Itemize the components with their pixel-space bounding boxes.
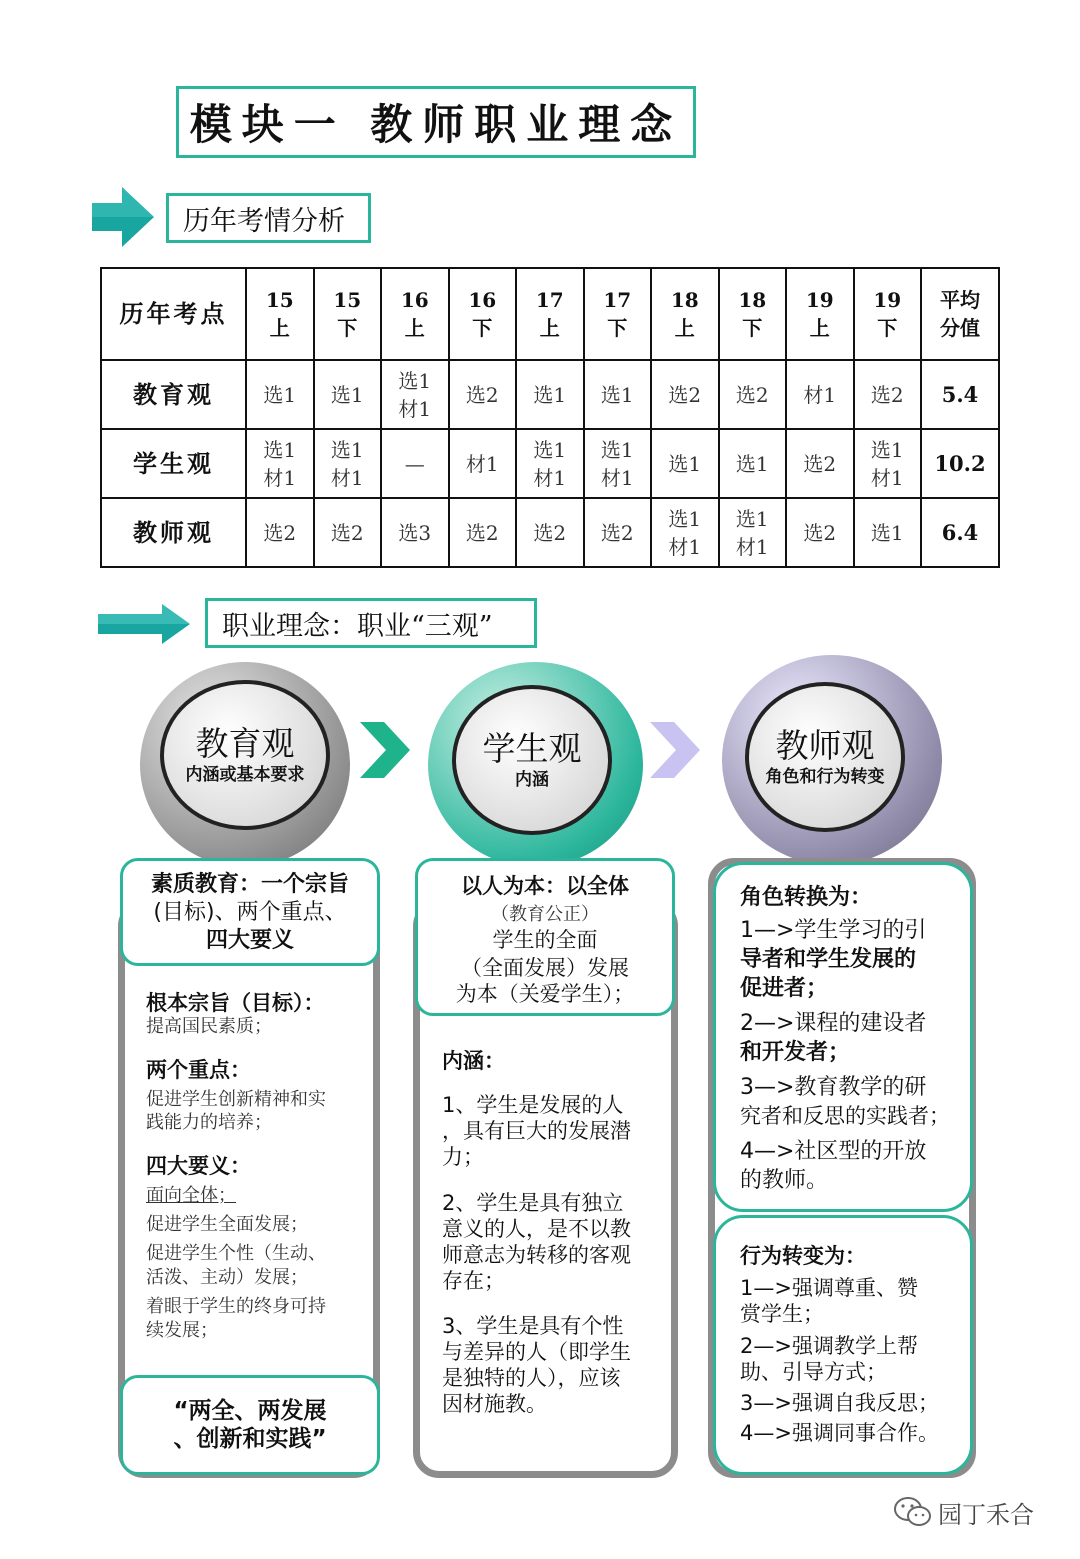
table-cell: 材1 (786, 360, 854, 429)
table-cell: 选2 (786, 498, 854, 567)
arrow-right-icon (98, 604, 194, 644)
table-header-cell: 19 下 (854, 268, 922, 360)
table-cell: — (381, 429, 449, 498)
list-item: 1—>强调尊重、赞 (740, 1276, 918, 1300)
circle-student-view-inner (452, 685, 612, 835)
table-header-cell: 17 上 (516, 268, 584, 360)
chevron-right-icon (650, 722, 702, 778)
paragraph-line: 因材施教。 (442, 1392, 547, 1416)
list-item: 2—>强调教学上帮 (740, 1334, 918, 1358)
table-avg-cell: 6.4 (921, 498, 999, 567)
table-cell: 选2 (516, 498, 584, 567)
table-cell: 选1 材1 (651, 498, 719, 567)
list-item: 促进者； (740, 976, 829, 1001)
circle-subtitle: 角色和行为转变 (765, 767, 885, 787)
list-item: 究者和反思的实践者； (740, 1104, 950, 1128)
section-title: 行为转变为： (740, 1244, 866, 1268)
table-cell: 选2 (246, 498, 314, 567)
list-item: 的教师。 (740, 1168, 829, 1193)
section-label-three-views: 职业理念：职业“三观” (205, 598, 537, 648)
table-header-cell: 19 上 (786, 268, 854, 360)
table-corner-cell: 历年考点 (101, 268, 246, 360)
list-item: 活泼、主动）发展； (146, 1267, 308, 1288)
list-item: 和开发者； (740, 1040, 851, 1065)
list-item: 促进学生全面发展； (146, 1214, 308, 1235)
header-line: 为本（关爱学生）； (455, 982, 635, 1006)
arrow-right-icon (92, 187, 158, 247)
table-row-label: 教师观 (101, 498, 246, 567)
table-cell: 选1 材1 (854, 429, 922, 498)
table-cell: 选2 (449, 498, 517, 567)
list-item: 赏学生； (740, 1302, 824, 1326)
table-cell: 选2 (854, 360, 922, 429)
table-cell: 选1 (651, 429, 719, 498)
paragraph-line: 1、学生是发展的人 (442, 1093, 624, 1117)
table-cell: 选1 材1 (584, 429, 652, 498)
header-line: （全面发展）发展 (461, 956, 629, 980)
circle-subtitle: 内涵 (515, 770, 549, 790)
list-item: 3—>教育教学的研 (740, 1075, 927, 1100)
wechat-icon (893, 1495, 933, 1529)
paragraph-line: 意义的人，是不以教 (442, 1217, 631, 1241)
footer-line: 、创新和实践” (173, 1426, 327, 1452)
panel-footer (120, 1375, 380, 1475)
section-text: 促进学生创新精神和实 (146, 1089, 326, 1110)
table-cell: 选1 材1 (719, 498, 787, 567)
table-cell: 选2 (651, 360, 719, 429)
list-item: 面向全体； (146, 1185, 236, 1206)
list-item: 着眼于学生的终身可持 (146, 1296, 326, 1317)
list-item: 3—>强调自我反思； (740, 1391, 939, 1415)
section-label-exam-analysis: 历年考情分析 (166, 193, 371, 243)
list-item: 续发展； (146, 1320, 218, 1341)
table-cell: 选1 (719, 429, 787, 498)
list-item: 4—>强调同事合作。 (740, 1421, 939, 1445)
table-avg-cell: 10.2 (921, 429, 999, 498)
table-cell: 选2 (314, 498, 382, 567)
circle-education-view-inner (160, 680, 330, 830)
table-header-cell: 18 上 (651, 268, 719, 360)
table-cell: 选1 (854, 498, 922, 567)
watermark-text: 园丁禾合 (938, 1501, 1034, 1529)
panel-header (120, 858, 380, 966)
circle-title: 教育观 (195, 724, 295, 763)
table-cell: 选2 (786, 429, 854, 498)
section-text: 提高国民素质； (146, 1016, 272, 1037)
header-line: (目标)、两个重点、 (153, 900, 347, 925)
table-cell: 选1 (246, 360, 314, 429)
table-row-label: 教育观 (101, 360, 246, 429)
table-header-cell: 16 上 (381, 268, 449, 360)
table-cell: 选1 材1 (314, 429, 382, 498)
header-line: （教育公正） (491, 904, 599, 925)
table-cell: 选1 材1 (381, 360, 449, 429)
list-item: 1—>学生学习的引 (740, 918, 927, 943)
list-item: 2—>课程的建设者 (740, 1011, 927, 1036)
section-title: 四大要义： (146, 1154, 251, 1178)
table-header-cell: 平均 分值 (921, 268, 999, 360)
panel-header (415, 858, 675, 1016)
section-title: 内涵： (442, 1049, 505, 1073)
page-title: 模块一 教师职业理念 (176, 86, 696, 158)
table-header-cell: 17 下 (584, 268, 652, 360)
table-cell: 选3 (381, 498, 449, 567)
section-title: 角色转换为： (740, 885, 873, 910)
chevron-right-icon (360, 722, 412, 778)
table-cell: 选2 (449, 360, 517, 429)
table-header-cell: 16 下 (449, 268, 517, 360)
table-row-label: 学生观 (101, 429, 246, 498)
list-item: 助、引导方式； (740, 1360, 887, 1384)
section-text: 践能力的培养； (146, 1112, 272, 1133)
table-cell: 选1 材1 (516, 429, 584, 498)
header-line: 学生的全面 (492, 928, 598, 952)
paragraph-line: 力； (442, 1145, 484, 1169)
circle-title: 学生观 (482, 729, 582, 768)
paragraph-line: ，具有巨大的发展潜 (442, 1119, 631, 1143)
paragraph-line: 2、学生是具有独立 (442, 1191, 624, 1215)
table-header-cell: 15 上 (246, 268, 314, 360)
table-row (101, 498, 999, 567)
section-title: 两个重点： (146, 1058, 251, 1082)
section-title: 根本宗旨（目标）： (146, 991, 325, 1015)
list-item: 4—>社区型的开放 (740, 1139, 927, 1164)
header-line: 素质教育：一个宗旨 (150, 872, 349, 897)
circle-title: 教师观 (775, 726, 875, 765)
table-avg-cell: 5.4 (921, 360, 999, 429)
table-header-row (101, 268, 999, 360)
header-line: 四大要义 (205, 928, 294, 953)
paragraph-line: 是独特的人），应该 (442, 1366, 621, 1390)
paragraph-line: 存在； (442, 1269, 505, 1293)
list-item: 导者和学生发展的 (740, 947, 917, 972)
circle-subtitle: 内涵或基本要求 (185, 765, 305, 785)
table-cell: 选1 (314, 360, 382, 429)
exam-analysis-table (100, 267, 1000, 568)
paragraph-line: 师意志为转移的客观 (442, 1243, 631, 1267)
table-cell: 选1 材1 (246, 429, 314, 498)
paragraph-line: 与差异的人（即学生 (442, 1340, 631, 1364)
table-cell: 选1 (516, 360, 584, 429)
table-header-cell: 15 下 (314, 268, 382, 360)
header-line: 以人为本：以全体 (461, 874, 629, 898)
list-item: 促进学生个性（生动、 (146, 1243, 326, 1264)
table-cell: 选2 (584, 498, 652, 567)
table-row (101, 429, 999, 498)
footer-line: “两全、两发展 (173, 1398, 327, 1424)
table-row (101, 360, 999, 429)
table-cell: 材1 (449, 429, 517, 498)
table-cell: 选1 (584, 360, 652, 429)
paragraph-line: 3、学生是具有个性 (442, 1314, 624, 1338)
table-header-cell: 18 下 (719, 268, 787, 360)
table-cell: 选2 (719, 360, 787, 429)
circle-teacher-view-inner (745, 682, 905, 832)
